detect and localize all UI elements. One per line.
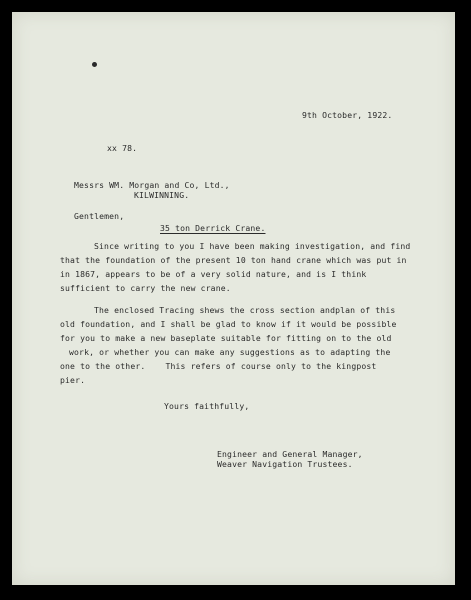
paragraph-2-line-1: The enclosed Tracing shews the cross section andplan of this [94,305,396,315]
paragraph-2-line-2: old foundation, and I shall be glad to know if it would be possible [60,319,397,329]
signature-title: Engineer and General Manager, [217,449,363,459]
letter-date: 9th October, 1922. [302,110,393,120]
letter-subject: 35 ton Derrick Crane. [160,223,266,233]
letter-page [12,12,455,585]
reference-number: xx 78. [107,143,138,153]
paragraph-2-line-3: for you to make a new baseplate suitable for fitting on to the old [60,333,392,343]
paragraph-2-line-4: work, or whether you can make any suggestions as to adapting the [69,347,391,357]
paragraph-2-line-6: pier. [60,375,86,385]
recipient-name: Messrs WM. Morgan and Co, Ltd., [74,180,230,190]
paragraph-1-line-4: sufficient to carry the new crane. [60,283,231,293]
paragraph-1-line-3: in 1867, appears to be of a very solid nature, and is I think [60,269,367,279]
salutation: Gentlemen, [74,211,125,221]
closing: Yours faithfully, [164,401,250,411]
recipient-town: KILWINNING. [134,190,190,200]
ink-mark [92,62,97,67]
paragraph-1-line-2: that the foundation of the present 10 ton hand crane which was put in [60,255,407,265]
paragraph-1-line-1: Since writing to you I have been making investigation, and find [94,241,411,251]
paragraph-2-line-5: one to the other. This refers of course only to the kingpost [60,361,377,371]
signature-organisation: Weaver Navigation Trustees. [217,459,353,469]
